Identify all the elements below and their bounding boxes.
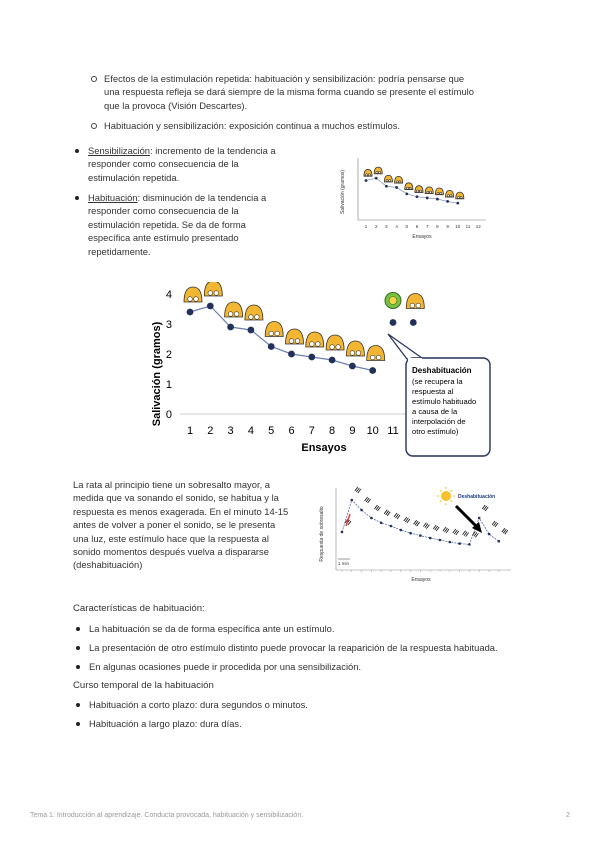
startle-point (370, 517, 373, 520)
music-note-icon (433, 525, 439, 531)
rat-paragraph-line: sonido momentos después vuelva a dispararse (73, 546, 269, 558)
rat-paragraph-line: (deshabituación) (73, 559, 143, 571)
x-tick-label: 11 (387, 425, 399, 437)
music-note-icon (404, 517, 410, 523)
rat-paragraph-line: una luz, este estímulo hace que la respuesta al (73, 532, 269, 544)
main-chart-x-ticks (187, 425, 399, 437)
bell-icon (446, 190, 454, 197)
bell-icon (184, 287, 202, 302)
startle-point (360, 509, 363, 512)
callout-joint (408, 358, 422, 361)
characteristic-text: La presentación de otro estímulo distinto puede provocar la reaparición de la respuesta habituada. (89, 642, 498, 653)
characteristic-text: La habituación se da de forma específica ante un estímulo. (89, 623, 335, 634)
startle-line (342, 500, 499, 544)
bell-icon (435, 188, 443, 195)
rat-paragraph-line: La rata al principio tiene un sobresalto mayor, a (73, 479, 270, 490)
definition-line: responder como consecuencia de la (88, 158, 239, 170)
small-salivation-chart (336, 150, 496, 250)
data-point (329, 357, 336, 364)
music-note-icon (394, 513, 400, 519)
top-item-1-line-2: una respuesta refleja se dará siempre de la misma forma cuando se presente el estímulo (104, 86, 474, 98)
data-point (369, 367, 376, 374)
small-point (416, 195, 419, 198)
top-item-2 (104, 119, 524, 132)
startle-point (400, 529, 403, 532)
x-tick-label: 4 (247, 425, 254, 437)
page-number: 2 (566, 812, 570, 819)
course-item (89, 717, 549, 730)
disc-bullet-icon (76, 627, 80, 631)
callout-line: a causa de la (412, 407, 458, 416)
bell-icon (306, 332, 324, 347)
startle-point (468, 543, 471, 546)
data-point (207, 303, 214, 310)
data-point-dishabituation (390, 319, 397, 326)
callout-line: estímulo habituado (412, 397, 477, 406)
music-note-icon (453, 529, 459, 535)
course-item (89, 698, 549, 711)
data-point (308, 354, 315, 361)
startle-point (498, 540, 501, 543)
small-chart-ylabel: Salivación (gramos) (340, 169, 346, 215)
small-x-tick: 1 (364, 224, 368, 229)
bell-icon (245, 305, 263, 320)
bell-icon (265, 322, 283, 337)
y-tick-label: 2 (165, 349, 172, 361)
startle-point (458, 542, 461, 545)
y-tick-label: 3 (165, 319, 172, 331)
small-x-tick: 8 (436, 224, 439, 229)
small-x-tick: 9 (446, 224, 449, 229)
data-point-dishabituation (410, 319, 417, 326)
main-salivation-chart (146, 282, 496, 462)
rat-paragraph-line: respuesta es menos exagerada. En el minuto 14-15 (73, 505, 289, 517)
callout-line: otro estímulo) (412, 427, 459, 436)
startle-point (478, 517, 481, 520)
bell-icon (225, 302, 243, 317)
bell-icon (456, 192, 464, 199)
small-point (436, 198, 439, 201)
callout-line: respuesta al (412, 387, 454, 396)
characteristic-item (89, 641, 569, 654)
x-tick-label: 8 (329, 425, 336, 437)
small-x-tick: 4 (395, 224, 398, 229)
startle-chart-ylabel: Respuesta de sobresalto (319, 506, 325, 562)
bell-icon (367, 346, 385, 361)
music-note-icon (502, 528, 508, 534)
definition-habituacion (88, 191, 308, 258)
startle-chart-xlabel: Ensayos (411, 577, 431, 583)
x-tick-label: 6 (288, 425, 295, 437)
bell-icon (204, 282, 222, 296)
main-chart-ylabel: Salivación (gramos) (151, 321, 163, 427)
small-point (456, 202, 459, 205)
x-tick-label: 1 (186, 425, 194, 437)
data-point (288, 351, 295, 358)
x-tick-label: 2 (207, 425, 214, 437)
startle-time-label: 1 min (338, 561, 350, 566)
data-point (227, 324, 234, 331)
small-point (446, 200, 449, 203)
disc-bullet-icon (76, 703, 80, 707)
data-point (349, 363, 356, 370)
small-x-tick: 5 (405, 224, 409, 229)
startle-point (449, 541, 452, 544)
main-chart-lines (190, 306, 373, 371)
top-item-1-line-1: : habituación y sensibilización: podría pensarse que (249, 73, 465, 84)
bell-icon (405, 183, 413, 190)
x-tick-label: 3 (227, 425, 234, 437)
music-note-icon (423, 523, 429, 529)
music-note-icon (365, 497, 371, 503)
startle-point (419, 534, 422, 537)
course-text: Habituación a largo plazo: dura días. (89, 718, 242, 729)
definition-sensibilizacion (88, 144, 308, 184)
circle-bullet-icon (91, 76, 97, 82)
small-x-tick: 2 (374, 224, 378, 229)
main-chart-y-ticks (166, 289, 172, 421)
small-point (426, 197, 429, 200)
small-chart-marks (364, 167, 464, 204)
startle-chart (316, 478, 516, 588)
bell-icon (374, 167, 382, 174)
disc-bullet-icon (76, 665, 80, 669)
main-chart-bell-icons (184, 282, 424, 361)
startle-point (380, 522, 383, 525)
music-note-icon (443, 527, 449, 533)
startle-point (439, 539, 442, 542)
definition-line: responder como consecuencia de la (88, 205, 239, 217)
bell-icon (425, 187, 433, 194)
startle-point (429, 537, 432, 540)
small-point (375, 177, 378, 180)
small-point (395, 186, 398, 189)
top-item-2-term: Habituación y sensibilización (104, 120, 224, 131)
top-item-1 (104, 72, 524, 112)
small-point (385, 185, 388, 188)
bell-icon (415, 186, 423, 193)
x-tick-label: 9 (349, 425, 356, 437)
music-note-icon (463, 531, 469, 537)
bell-icon (286, 329, 304, 344)
startle-point (341, 531, 344, 534)
small-point (365, 179, 368, 182)
footer-text: Tema 1: Introducción al aprendizaje. Conducta provocada, habituación y sensibilización. (30, 812, 304, 819)
music-note-icon (482, 505, 488, 511)
disc-bullet-icon (76, 722, 80, 726)
x-tick-label: 10 (366, 425, 379, 437)
characteristic-item (89, 660, 549, 673)
small-line (366, 178, 458, 203)
definition-line: : incremento de la tendencia a (150, 145, 276, 156)
startle-annotation: Deshabituación (458, 494, 496, 500)
definition-line: específica ante estímulo presentado (88, 232, 239, 244)
startle-point (409, 532, 412, 535)
top-item-1-line-3: que la provoca (Visión Descartes). (104, 99, 248, 111)
definition-line: estimulación repetida. Se da de forma (88, 218, 246, 230)
top-item-2-line-1: : exposición continua a muchos estímulos. (223, 120, 400, 131)
bell-icon (364, 169, 372, 176)
definition-line: repetidamente. (88, 245, 151, 257)
music-note-icon (384, 510, 390, 516)
callout-pointer (388, 334, 422, 359)
small-x-tick: 7 (425, 224, 429, 229)
x-tick-label: 5 (268, 425, 275, 437)
bell-icon (395, 176, 403, 183)
small-x-tick: 11 (465, 224, 471, 229)
habituation-line (190, 306, 373, 371)
music-note-icon (472, 531, 478, 537)
deshabituacion-callout (388, 334, 490, 456)
characteristic-item (89, 622, 549, 635)
definition-term: Habituación (88, 192, 138, 203)
definition-term: Sensibilización (88, 145, 151, 156)
x-tick-label: 7 (308, 425, 315, 437)
green-stimulus-icon (385, 293, 401, 309)
small-chart-ticks (365, 224, 481, 229)
main-chart-xlabel: Ensayos (301, 442, 347, 454)
music-note-icon (374, 505, 380, 511)
small-x-tick: 3 (385, 224, 388, 229)
light-sun-icon (437, 487, 455, 505)
bell-icon (346, 341, 364, 356)
small-x-tick: 10 (455, 224, 461, 229)
course-text: Habituación a corto plazo: dura segundos o minutos. (89, 699, 308, 710)
small-x-tick: 12 (475, 224, 481, 229)
bell-icon (384, 175, 392, 182)
top-item-1-term: Efectos de la estimulación repetida (104, 73, 250, 84)
bell-icon (406, 294, 424, 309)
y-tick-label: 0 (165, 409, 172, 421)
characteristics-heading: Características de habituación: (73, 603, 205, 614)
data-point (248, 327, 255, 334)
small-x-tick: 6 (415, 224, 419, 229)
y-tick-label: 1 (165, 379, 172, 391)
rat-paragraph-line: medida que va sonando el sonido, se habitua y la (73, 492, 279, 504)
course-heading: Curso temporal de la habituación (73, 680, 214, 691)
small-point (405, 192, 408, 195)
startle-point (488, 533, 491, 536)
characteristic-text: En algunas ocasiones puede ir procedida por una sensibilización. (89, 661, 362, 672)
disc-bullet-icon (75, 196, 79, 200)
music-note-icon (355, 487, 361, 493)
rat-paragraph-line: antes de volver a poner el sonido, se le presenta (73, 519, 276, 531)
data-point (187, 309, 194, 316)
disc-bullet-icon (76, 646, 80, 650)
rat-paragraph (73, 478, 313, 572)
small-chart-xlabel: Ensayos (412, 234, 432, 240)
definition-line: : disminución de la tendencia a (137, 192, 267, 203)
startle-point (390, 525, 393, 528)
bell-icon (326, 335, 344, 350)
callout-line: interpolación de (412, 417, 466, 426)
definition-line: estimulación repetida. (88, 171, 180, 183)
startle-arrow-shaft (456, 506, 476, 526)
callout-line: (se recupera la (412, 377, 463, 386)
y-tick-label: 4 (165, 289, 172, 301)
circle-bullet-icon (91, 123, 97, 129)
callout-title: Deshabituación (412, 366, 472, 375)
music-note-icon (414, 520, 420, 526)
music-note-icon (492, 521, 498, 527)
disc-bullet-icon (75, 149, 79, 153)
startle-point (351, 499, 354, 502)
data-point (268, 343, 275, 350)
